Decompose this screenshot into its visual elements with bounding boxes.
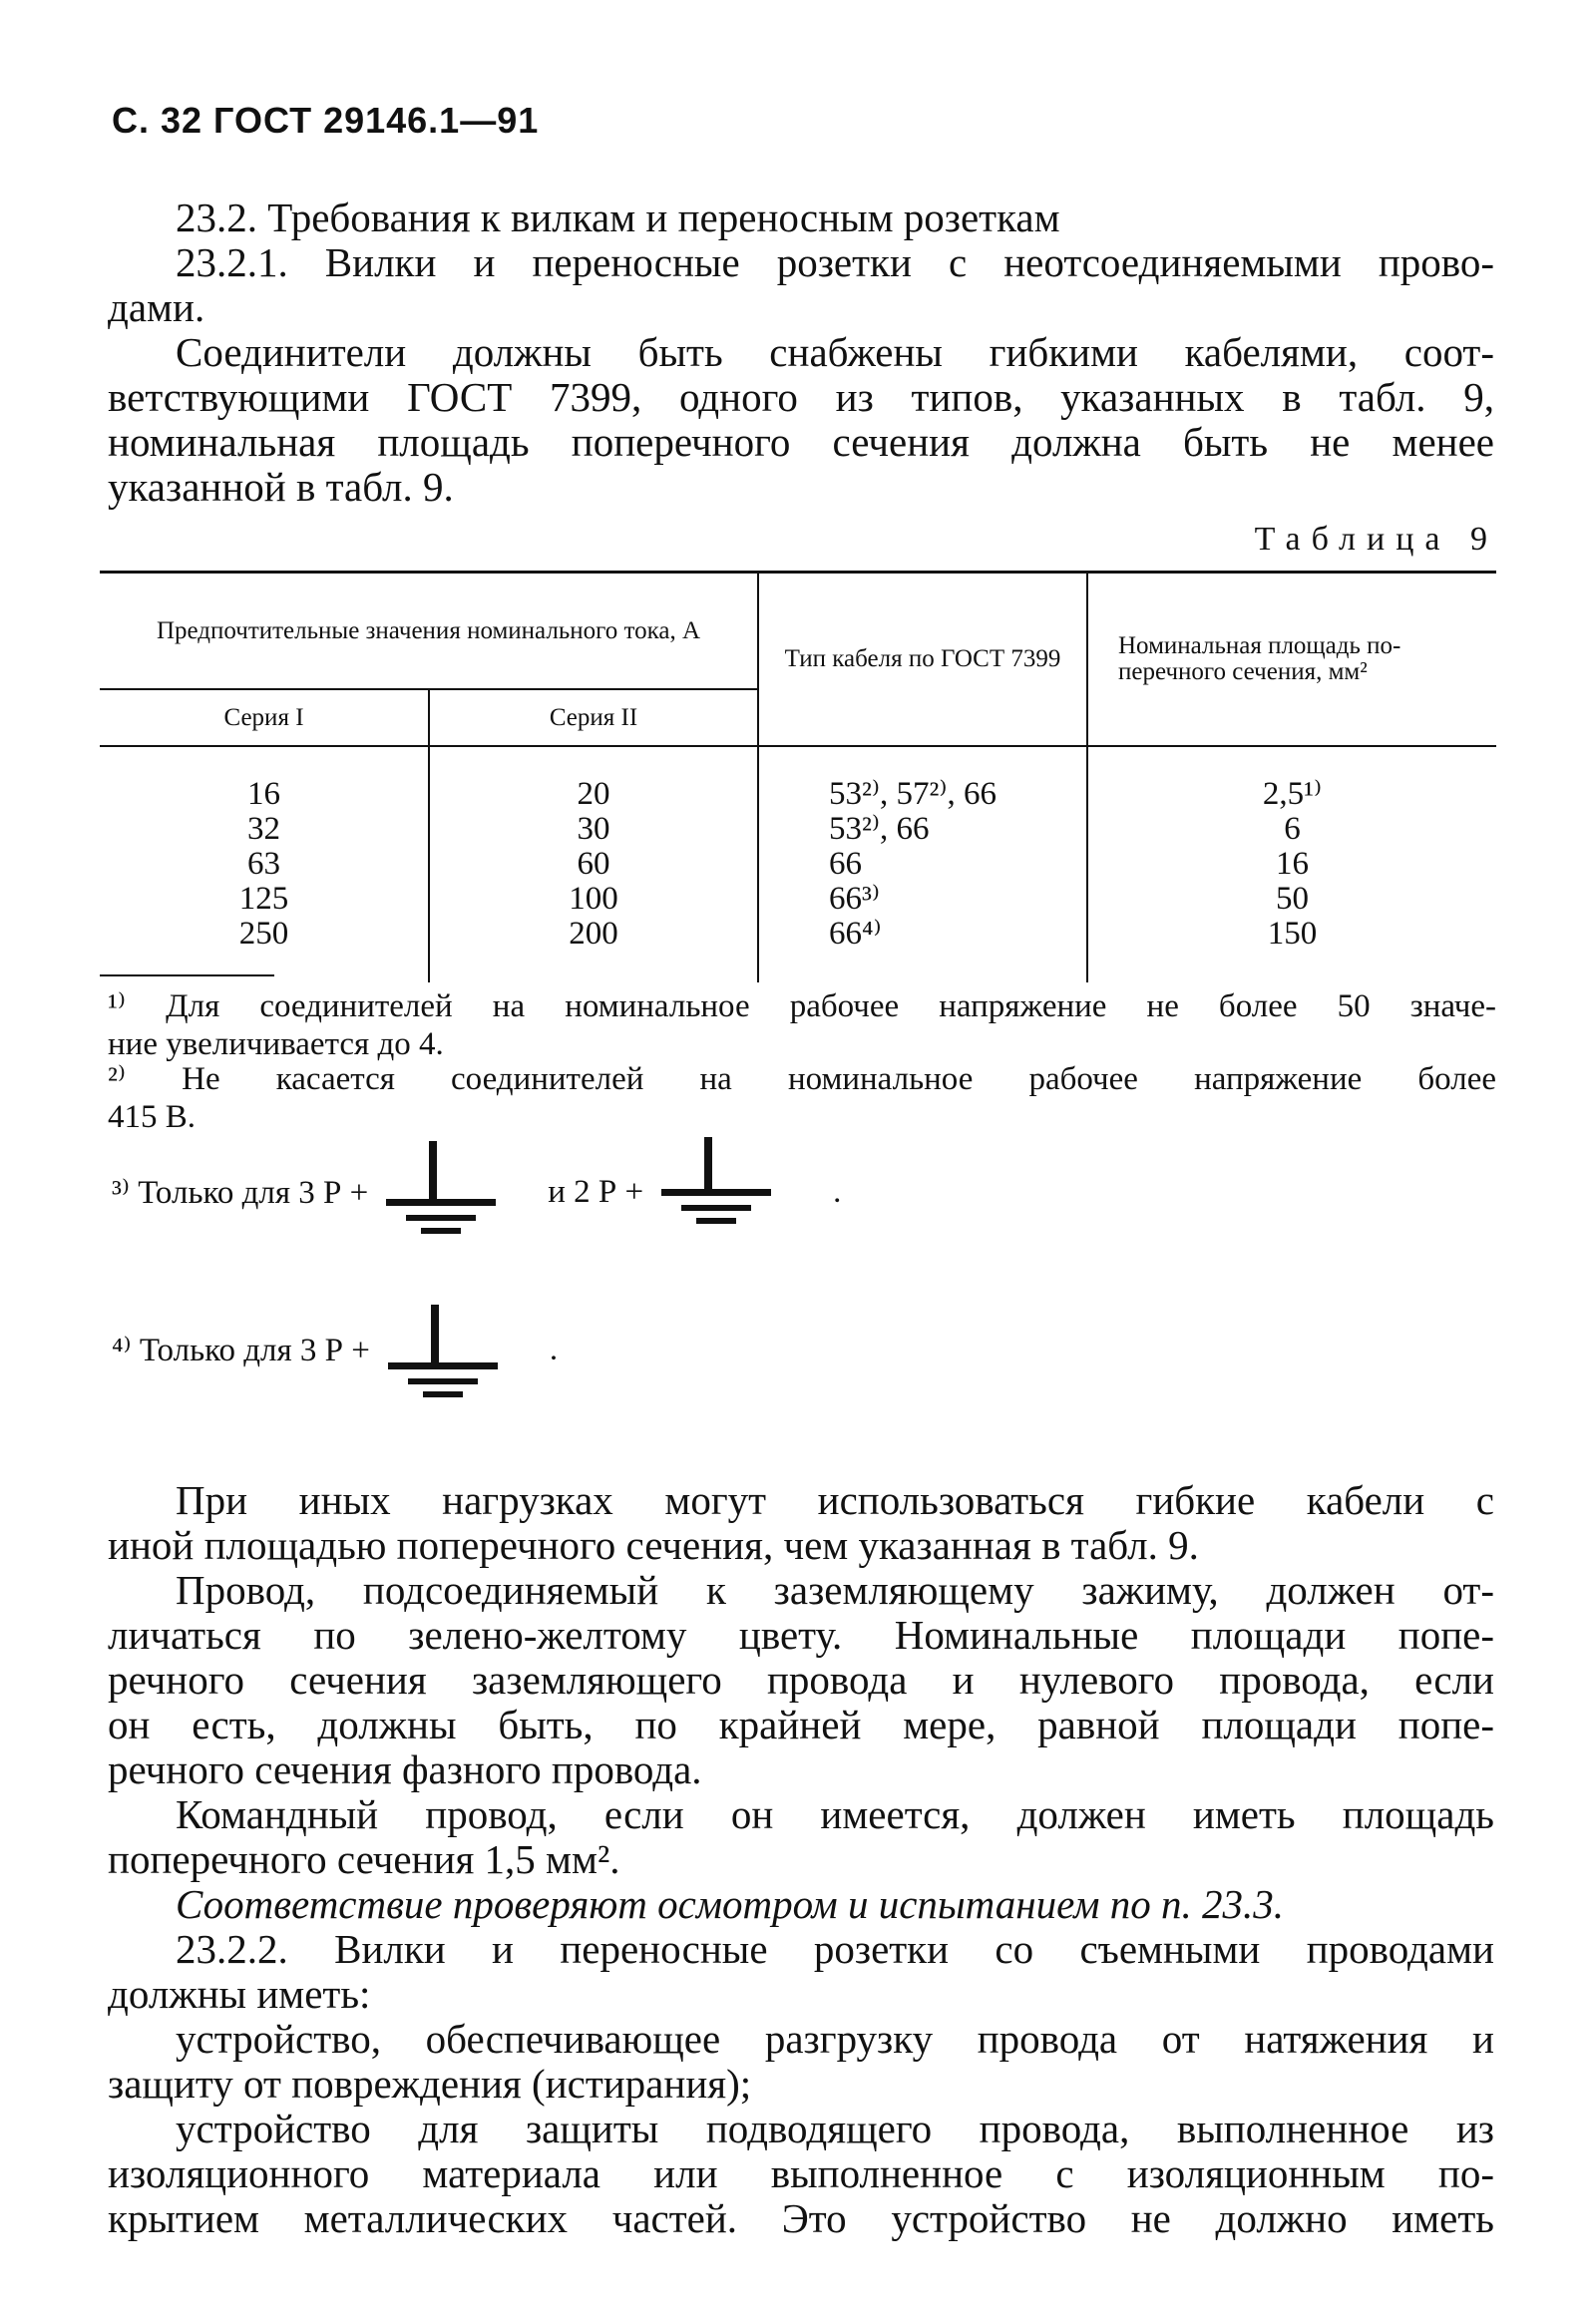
paragraph-4-line-2: поперечного сечения 1,5 мм². bbox=[108, 1836, 620, 1882]
footnote-1-line-1: ¹⁾ Для соединителей на номинальное рабочее напряжение не более 50 значе- bbox=[108, 988, 1496, 1024]
header-cross-section: Номинальная площадь по-перечного сечения, мм² bbox=[1087, 573, 1496, 747]
footnote-3 bbox=[112, 1137, 841, 1247]
column-cross-section: 2,5¹⁾ 6 16 50 150 bbox=[1087, 746, 1496, 982]
paragraph-2-line-1: При иных нагрузках могут использоваться гибкие кабели с bbox=[176, 1477, 1494, 1523]
paragraph-8-line-1: устройство для защиты подводящего провода, выполненное из bbox=[176, 2106, 1494, 2151]
page-header: С. 32 ГОСТ 29146.1—91 bbox=[112, 100, 540, 141]
table-caption: Таблица 9 bbox=[1254, 521, 1498, 558]
paragraph-7-line-1: устройство, обеспечивающее разгрузку провода от натяжения и bbox=[176, 2016, 1494, 2062]
header-series-1: Серия I bbox=[223, 703, 304, 731]
header-series-2: Серия II bbox=[429, 689, 758, 746]
column-series-1: 16 32 63 125 250 bbox=[238, 776, 289, 952]
paragraph-3-line-3: речного сечения заземляющего провода и нулевого провода, если bbox=[108, 1657, 1494, 1703]
column-cable-type: 53²⁾, 57²⁾, 66 53²⁾, 66 66 66³⁾ 66⁴⁾ bbox=[758, 746, 1087, 982]
paragraph-8-line-3: крытием металлических частей. Это устройство не должно иметь bbox=[108, 2195, 1494, 2241]
paragraph-6-line-1: 23.2.2. Вилки и переносные розетки со съемными проводами bbox=[176, 1926, 1494, 1972]
table-9 bbox=[100, 571, 1496, 982]
footnote-4 bbox=[112, 1295, 558, 1404]
earth-ground-icon bbox=[643, 1137, 793, 1247]
subsection-title-line-1: 23.2.1. Вилки и переносные розетки с неотсоединяемыми прово- bbox=[176, 239, 1494, 285]
paragraph-1-line-3: номинальная площадь поперечного сечения должна быть не менее bbox=[108, 419, 1494, 465]
footnote-4-text: ⁴⁾ Только для 3 Р + bbox=[112, 1333, 370, 1368]
paragraph-7-line-2: защиту от повреждения (истирания); bbox=[108, 2061, 752, 2107]
paragraph-8-line-2: изоляционного материала или выполненное с изоляционным по- bbox=[108, 2150, 1494, 2196]
paragraph-2-line-2: иной площадью поперечного сечения, чем указанная в табл. 9. bbox=[108, 1522, 1199, 1568]
paragraph-4-line-1: Командный провод, если он имеется, должен иметь площадь bbox=[176, 1791, 1494, 1837]
paragraph-6-line-2: должны иметь: bbox=[108, 1971, 371, 2017]
paragraph-1-line-2: ветствующими ГОСТ 7399, одного из типов, указанных в табл. 9, bbox=[108, 374, 1494, 420]
column-series-2: 20 30 60 100 200 bbox=[429, 746, 758, 982]
paragraph-3-line-2: личаться по зелено-желтому цвету. Номинальные площади попе- bbox=[108, 1612, 1494, 1658]
earth-ground-icon bbox=[368, 1137, 518, 1247]
footnote-3-text-b: и 2 Р + bbox=[548, 1173, 644, 1210]
footnote-4-period: . bbox=[549, 1331, 559, 1367]
earth-ground-icon bbox=[370, 1295, 520, 1404]
subsection-title-line-2: дами. bbox=[108, 284, 205, 330]
header-cable-type: Тип кабеля по ГОСТ 7399 bbox=[758, 573, 1087, 747]
footnote-3-period: . bbox=[833, 1173, 842, 1210]
header-current: Предпочтительные значения номинального тока, А bbox=[100, 573, 758, 690]
paragraph-3-line-4: он есть, должны быть, по крайней мере, равной площади попе- bbox=[108, 1702, 1494, 1747]
paragraph-3-line-1: Провод, подсоединяемый к заземляющему зажиму, должен от- bbox=[176, 1567, 1494, 1613]
footnote-1-line-2: ние увеличивается до 4. bbox=[108, 1026, 444, 1062]
paragraph-1-line-4: указанной в табл. 9. bbox=[108, 464, 454, 510]
footnote-rule bbox=[100, 974, 274, 976]
paragraph-1-line-1: Соединители должны быть снабжены гибкими кабелями, соот- bbox=[176, 329, 1494, 375]
footnote-2-line-1: ²⁾ Не касается соединителей на номинальное рабочее напряжение более bbox=[108, 1061, 1496, 1097]
footnote-3-text-a: ³⁾ Только для 3 Р + bbox=[112, 1175, 369, 1211]
section-title: 23.2. Требования к вилкам и переносным розеткам bbox=[176, 194, 1060, 240]
paragraph-5-compliance: Соответствие проверяют осмотром и испытанием по п. 23.3. bbox=[176, 1881, 1284, 1927]
paragraph-3-line-5: речного сечения фазного провода. bbox=[108, 1746, 702, 1792]
footnote-2-line-2: 415 В. bbox=[108, 1099, 197, 1135]
